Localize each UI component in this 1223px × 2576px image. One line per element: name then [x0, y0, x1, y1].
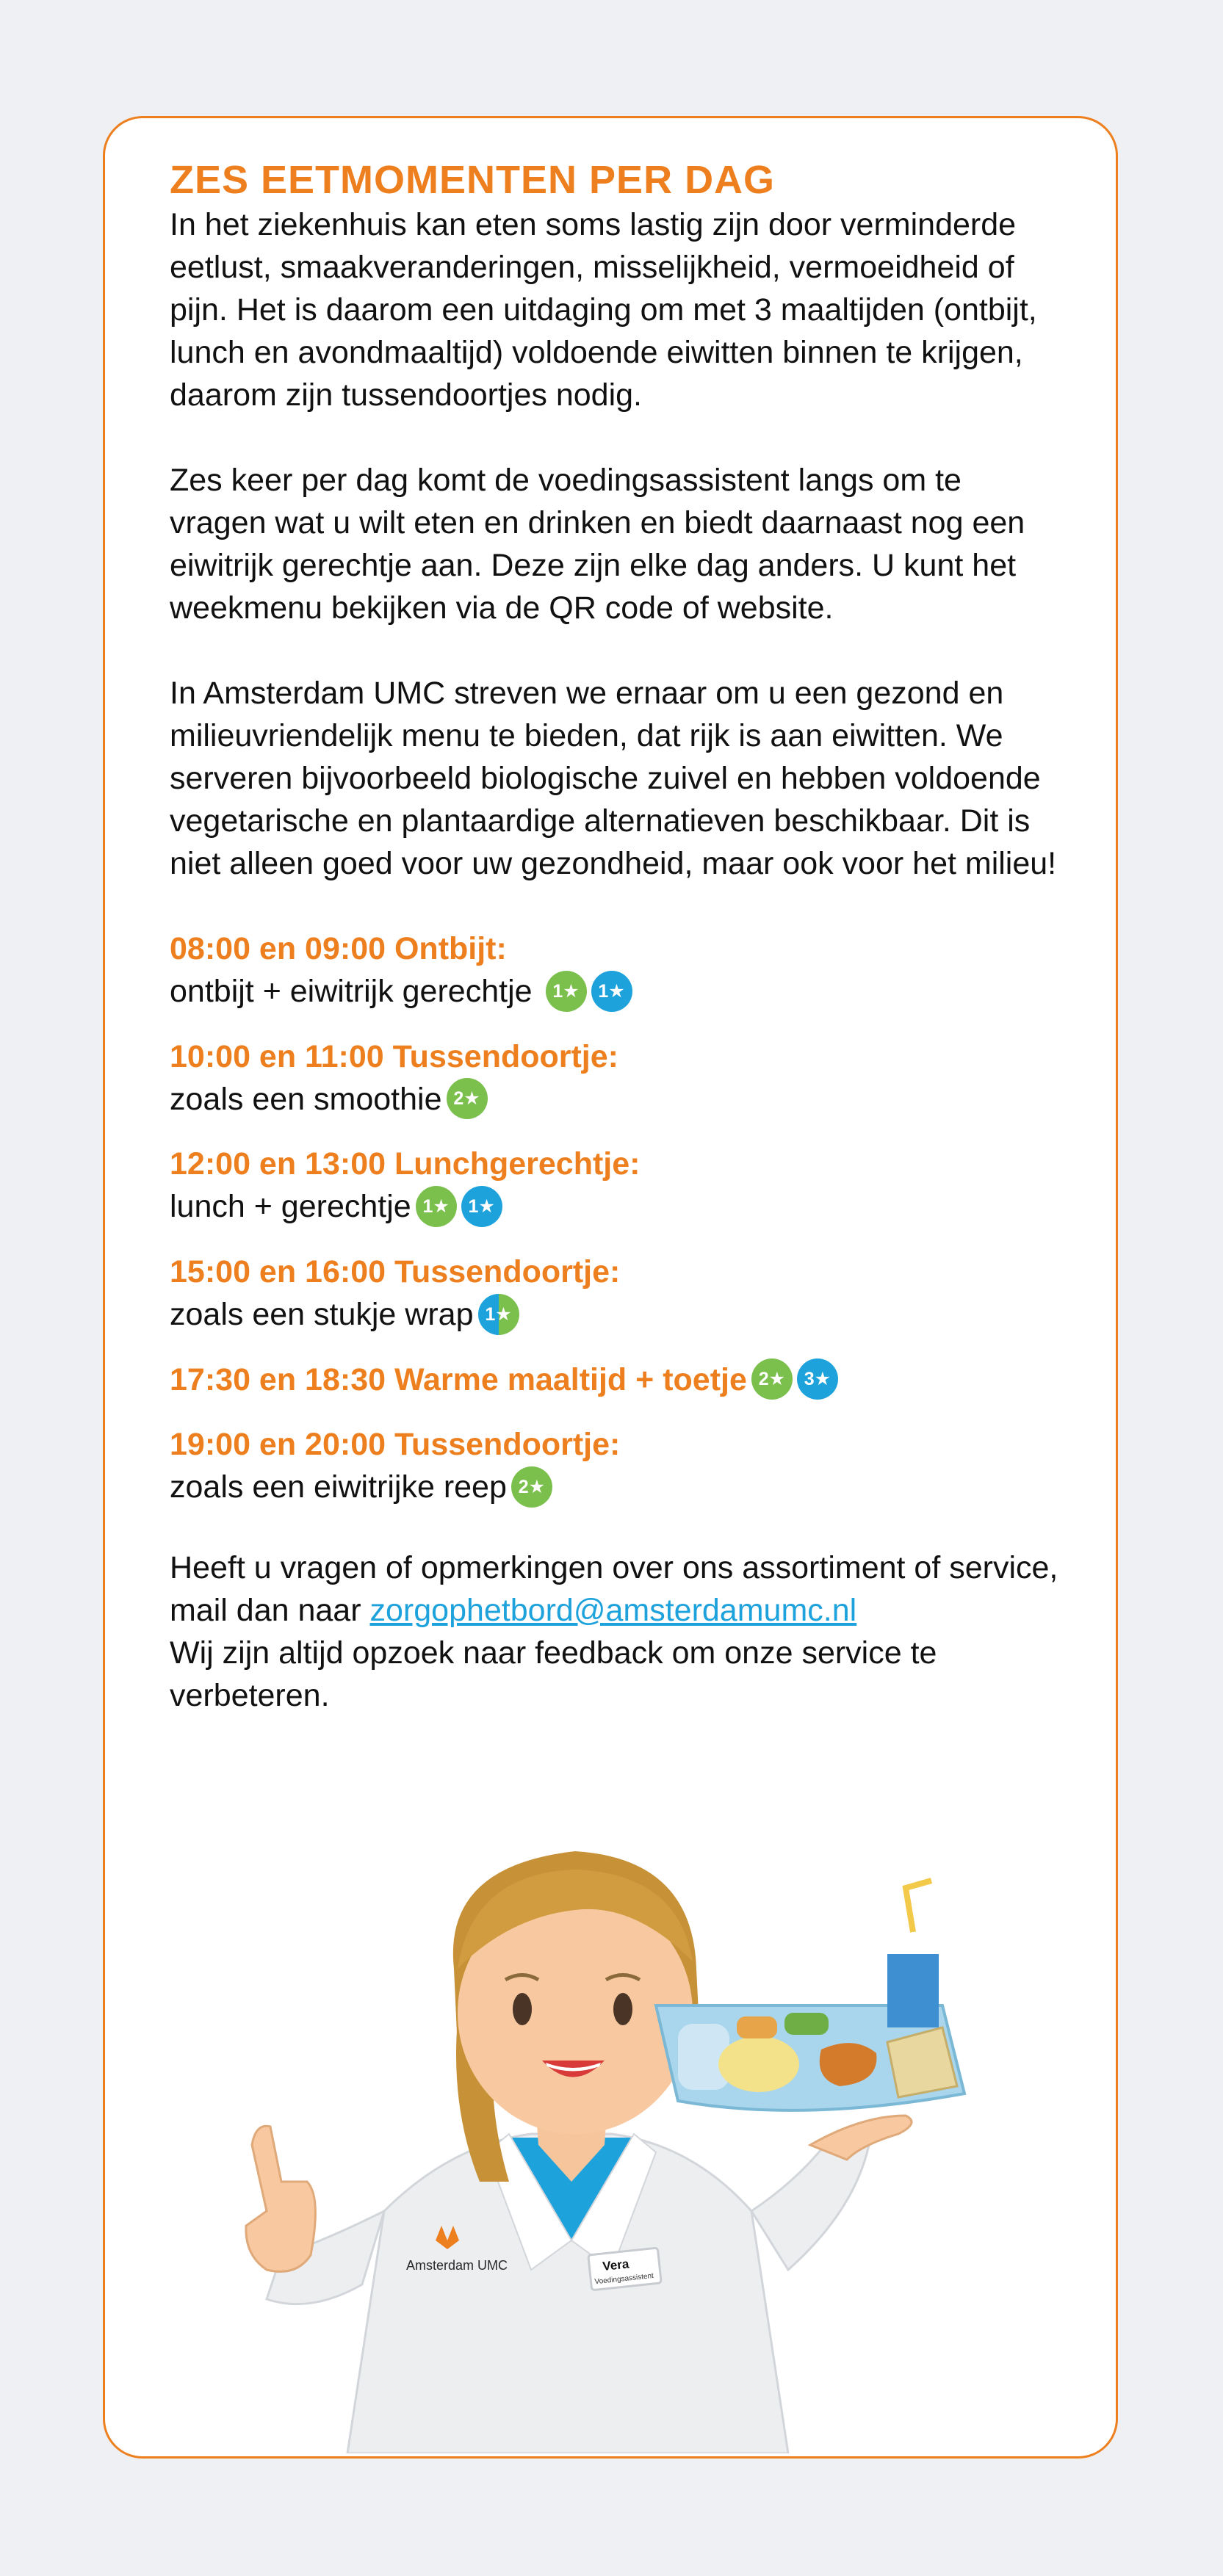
slot-description: zoals een smoothie: [170, 1081, 442, 1117]
contact-feedback-text: Wij zijn altijd opzoek naar feedback om onze service te verbeteren.: [170, 1635, 937, 1713]
thumbs-up-icon: [246, 2126, 316, 2271]
info-card: [103, 116, 1118, 2459]
slot-time: 12:00 en 13:00 Lunchgerechtje:: [170, 1146, 641, 1182]
slot-description: lunch + gerechtje: [170, 1189, 411, 1225]
schedule-item-breakfast: [170, 927, 1066, 1014]
slot-description: ontbijt + eiwitrijk gerechtje: [170, 974, 533, 1009]
coat-logo-text: Amsterdam UMC: [406, 2258, 508, 2273]
protein-badge-green: 2★: [751, 1358, 793, 1400]
schedule-item-morning-snack: [170, 1035, 1066, 1122]
meal-tray-icon: [656, 1881, 964, 2110]
sustainability-paragraph: In Amsterdam UMC streven we ernaar om u een gezond en milieuvriendelijk menu te bieden, dat rijk is aan eiwitten. We serveren bijvoorbeeld biologische zuivel en hebben voldoende vegetarische en plantaardige alternatieven beschikbaar. Dit is niet alleen goed voor uw gezondheid, maar ook voor het milieu!: [170, 676, 1057, 881]
protein-badge-blue: 1★: [461, 1186, 502, 1227]
page-title: ZES EETMOMENTEN PER DAG: [170, 158, 776, 202]
slot-time: 19:00 en 20:00 Tussendoortje:: [170, 1427, 621, 1463]
slot-time: 08:00 en 09:00 Ontbijt:: [170, 931, 507, 966]
eye-icon: [513, 1993, 532, 2025]
slot-time: 10:00 en 11:00 Tussendoortje:: [170, 1038, 618, 1074]
slot-description: zoals een eiwitrijke reep: [170, 1469, 507, 1505]
protein-badge-green: 1★: [416, 1186, 457, 1227]
name-badge-role: Voedingsassistent: [594, 2271, 654, 2287]
email-link[interactable]: zorgophetbord@amsterdamumc.nl: [369, 1592, 857, 1628]
slot-time: 15:00 en 16:00 Tussendoortje:: [170, 1253, 621, 1289]
protein-badge-mixed: 1★: [478, 1294, 519, 1335]
schedule-item-afternoon-snack: [170, 1251, 1066, 1337]
protein-badge-green: 2★: [447, 1078, 488, 1119]
contact-text: Heeft u vragen of opmerkingen over ons assortiment of service, mail dan naar: [170, 1549, 1058, 1628]
schedule-item-dinner: [170, 1358, 1066, 1403]
protein-badge-blue: 1★: [591, 971, 632, 1012]
card-content: [170, 156, 1066, 1748]
protein-badge-blue: 3★: [797, 1358, 838, 1400]
meal-schedule: [170, 927, 1066, 1510]
slot-time: 17:30 en 18:30 Warme maaltijd + toetje: [170, 1361, 747, 1397]
assistant-illustration: [164, 1800, 1060, 2453]
slot-description: zoals een stukje wrap: [170, 1296, 474, 1332]
intro-paragraph: In het ziekenhuis kan eten soms lastig zijn door verminderde eetlust, smaakveranderingen, misselijkheid, vermoeidheid of pijn. Het is daarom een uitdaging om met 3 maaltijden (ontbijt, lunch en avondmaaltijd) voldoende eiwitten binnen te krijgen, daarom zijn tussendoortjes nodig.: [170, 207, 1037, 413]
assistant-paragraph: Zes keer per dag komt de voedingsassistent langs om te vragen wat u wilt eten en drinken en biedt daarnaast nog een eiwitrijk gerechtje aan. Deze zijn elke dag anders. U kunt het weekmenu bekijken via de QR code of website.: [170, 463, 1025, 626]
name-badge-name: Vera: [602, 2257, 630, 2274]
eye-icon: [613, 1993, 632, 2025]
protein-badge-green: 2★: [511, 1466, 552, 1508]
schedule-item-lunch: [170, 1143, 1066, 1229]
contact-paragraph: [170, 1546, 1066, 1717]
schedule-item-evening-snack: [170, 1423, 1066, 1510]
protein-badge-green: 1★: [546, 971, 587, 1012]
